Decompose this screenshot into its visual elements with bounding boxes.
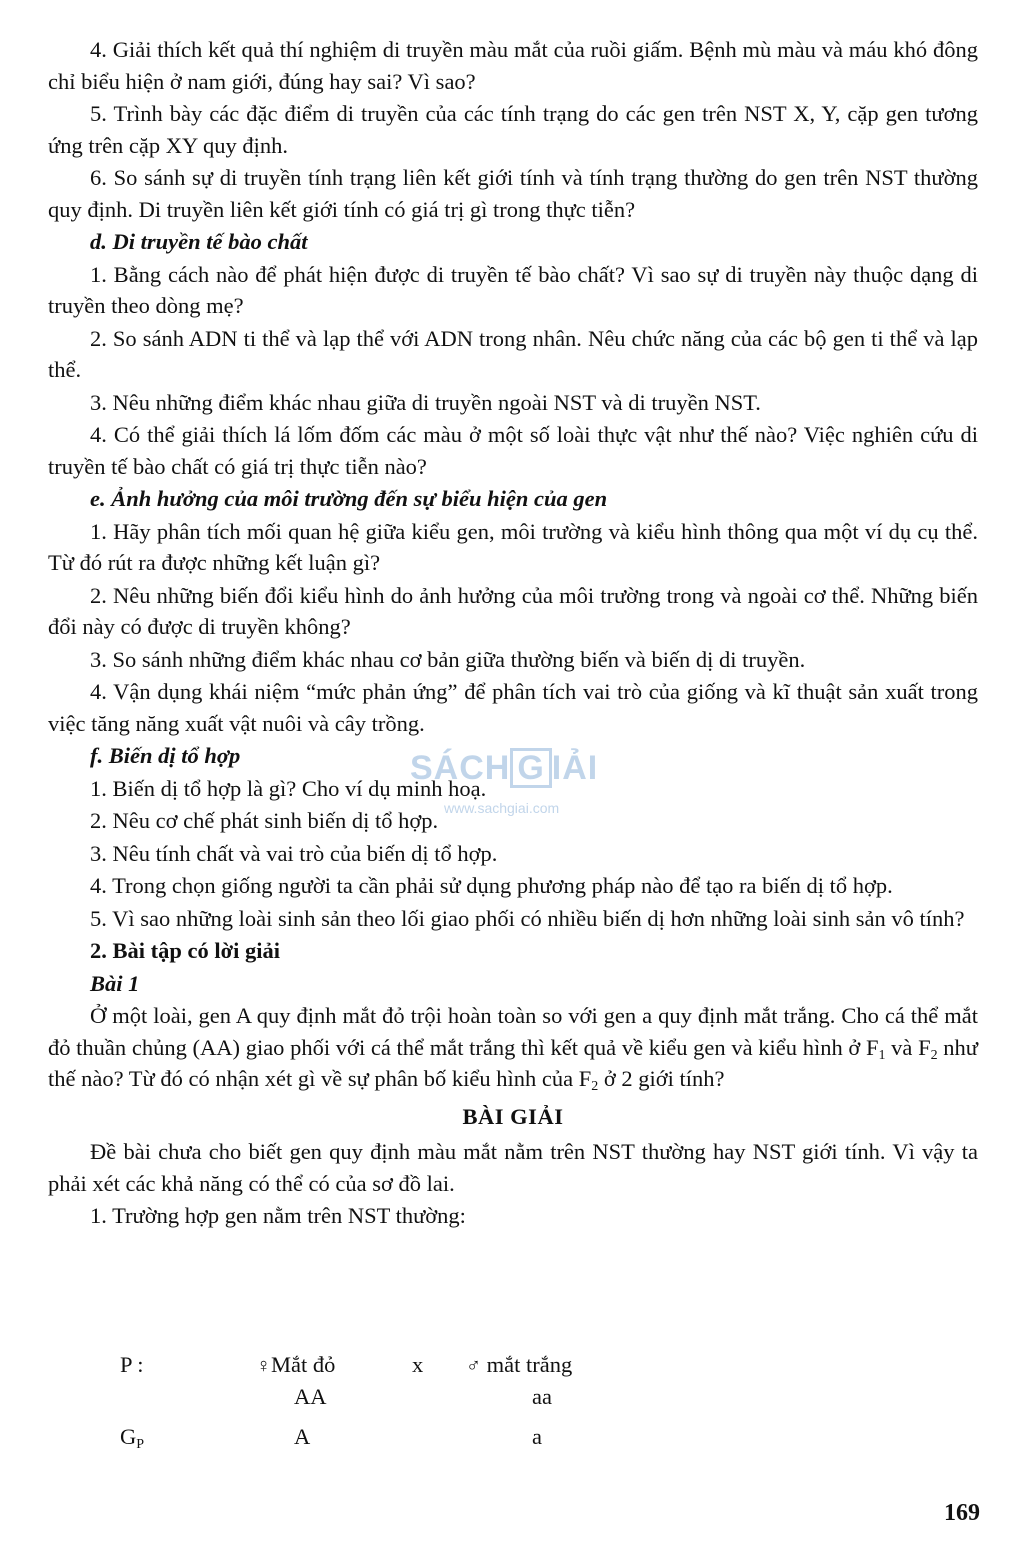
watermark-url: www.sachgiai.com (444, 800, 560, 816)
section-e-heading: e. Ảnh hưởng của môi trường đến sự biểu hiện của gen (90, 486, 608, 511)
problem-sub-3: 2 (591, 1079, 599, 1094)
parent-label: P : (120, 1352, 144, 1377)
exercise-title: Bài 1 (90, 970, 140, 996)
problem-part-4: ở 2 giới tính? (598, 1066, 725, 1091)
problem-sub-1: 1 (878, 1047, 886, 1063)
problem-part-3: như thế nào? Từ đó có nhận xét gì về sự phân bố kiểu hình của F (48, 1034, 978, 1091)
section-d-heading: d. Di truyền tế bào chất (90, 229, 308, 254)
section-f-heading: f. Biến dị tổ hợp (90, 743, 241, 768)
section-e-item-2: 2. Nêu những biến đổi kiểu hình do ảnh hưởng của môi trường trong và ngoài cơ thể. Những biến đổi này có được di truyền không? (48, 582, 978, 639)
female-cell (256, 1352, 335, 1378)
section-f-item-5: 5. Vì sao những loài sinh sản theo lối giao phối có nhiều biến dị hơn những loài sinh sản vô tính? (90, 905, 965, 931)
watermark-box: G (510, 748, 551, 788)
paragraph-q5: 5. Trình bày các đặc điểm di truyền của các tính trạng do các gen trên NST X, Y, cặp gen tương ứng trên cặp XY quy định. (48, 101, 978, 158)
female-phenotype: Mắt đỏ (271, 1352, 336, 1377)
cross-diagram (48, 1352, 668, 1462)
watermark-logo (410, 748, 610, 828)
watermark-title (410, 748, 598, 788)
paragraph-q6: 6. So sánh sự di truyền tính trạng liên kết giới tính và tính trạng thường do gen trên NST thường quy định. Di truyền liên kết giới tính có giá trị gì trong thực tiễn? (48, 165, 978, 222)
male-symbol-icon: ♂ (466, 1355, 481, 1377)
solution-intro: Đề bài chưa cho biết gen quy định màu mắt nằm trên NST thường hay NST giới tính. Vì vậy ta phải xét các khả năng có thể có của sơ đồ lai. (48, 1139, 978, 1196)
watermark-right: IẢI (551, 749, 599, 787)
section-e-item-3: 3. So sánh những điểm khác nhau cơ bản giữa thường biến và biến dị di truyền. (90, 646, 806, 672)
section-f-item-3: 3. Nêu tính chất và vai trò của biến dị tổ hợp. (90, 840, 498, 866)
case-1-heading: 1. Trường hợp gen nằm trên NST thường: (90, 1203, 466, 1228)
female-genotype: AA (294, 1384, 327, 1409)
gamete-label (120, 1424, 144, 1450)
section-f-item-1: 1. Biến dị tổ hợp là gì? Cho ví dụ minh hoạ. (90, 775, 487, 801)
exercise-problem (48, 1000, 978, 1095)
female-gamete: A (294, 1424, 311, 1449)
male-gamete: a (532, 1424, 542, 1449)
section-d-item-1: 1. Bằng cách nào để phát hiện được di truyền tế bào chất? Vì sao sự di truyền này thuộc dạng di truyền theo dòng mẹ? (48, 261, 978, 318)
section-d-item-3: 3. Nêu những điểm khác nhau giữa di truyền ngoài NST và di truyền NST. (90, 389, 761, 415)
male-genotype: aa (532, 1384, 552, 1409)
problem-sub-2: 2 (930, 1047, 938, 1063)
section-e-item-4: 4. Vận dụng khái niệm “mức phản ứng” để phân tích vai trò của giống và kĩ thuật sản xuất trong việc tăng năng xuất vật nuôi và cây trồng. (48, 679, 978, 736)
cross-sign: x (412, 1352, 424, 1377)
section-e-item-1: 1. Hãy phân tích mối quan hệ giữa kiểu gen, môi trường và kiểu hình thông qua một ví dụ cụ thể. Từ đó rút ra được những kết luận gì? (48, 518, 978, 575)
problem-part-1: Ở một loài, gen A quy định mắt đỏ trội hoàn toàn so với gen a quy định mắt trắng. Cho cá thể mắt đỏ thuần chủng (AA) giao phối với cá thể mắt trắng thì kết quả về kiểu gen và kiểu hình ở F (48, 1003, 978, 1060)
page-number: 169 (944, 1500, 980, 1526)
male-phenotype: mắt trắng (486, 1352, 573, 1377)
female-symbol-icon: ♀ (256, 1355, 271, 1377)
paragraph-q4: 4. Giải thích kết quả thí nghiệm di truyền màu mắt của ruồi giấm. Bệnh mù màu và máu khó đông chỉ biểu hiện ở nam giới, đúng hay sai? Vì sao? (48, 37, 978, 94)
section-d-item-2: 2. So sánh ADN ti thể và lạp thể với ADN trong nhân. Nêu chức năng của các bộ gen ti thể và lạp thể. (48, 325, 978, 382)
page-content (48, 34, 978, 1233)
section-f-item-2: 2. Nêu cơ chế phát sinh biến dị tổ hợp. (90, 808, 439, 833)
section-d-item-4: 4. Có thể giải thích lá lốm đốm các màu ở một số loài thực vật như thế nào? Việc nghiên cứu di truyền tế bào chất có giá trị thực tiễn nào? (48, 422, 978, 479)
watermark-left: SÁCH (410, 749, 511, 787)
male-cell (466, 1352, 572, 1378)
section-2-heading: 2. Bài tập có lời giải (90, 938, 280, 963)
solution-title: BÀI GIẢI (462, 1103, 564, 1129)
gamete-letter: G (120, 1424, 137, 1449)
problem-part-2: và F (885, 1034, 931, 1060)
section-f-item-4: 4. Trong chọn giống người ta cần phải sử dụng phương pháp nào để tạo ra biến dị tổ hợp. (90, 873, 893, 898)
gamete-sub: P (136, 1437, 145, 1452)
